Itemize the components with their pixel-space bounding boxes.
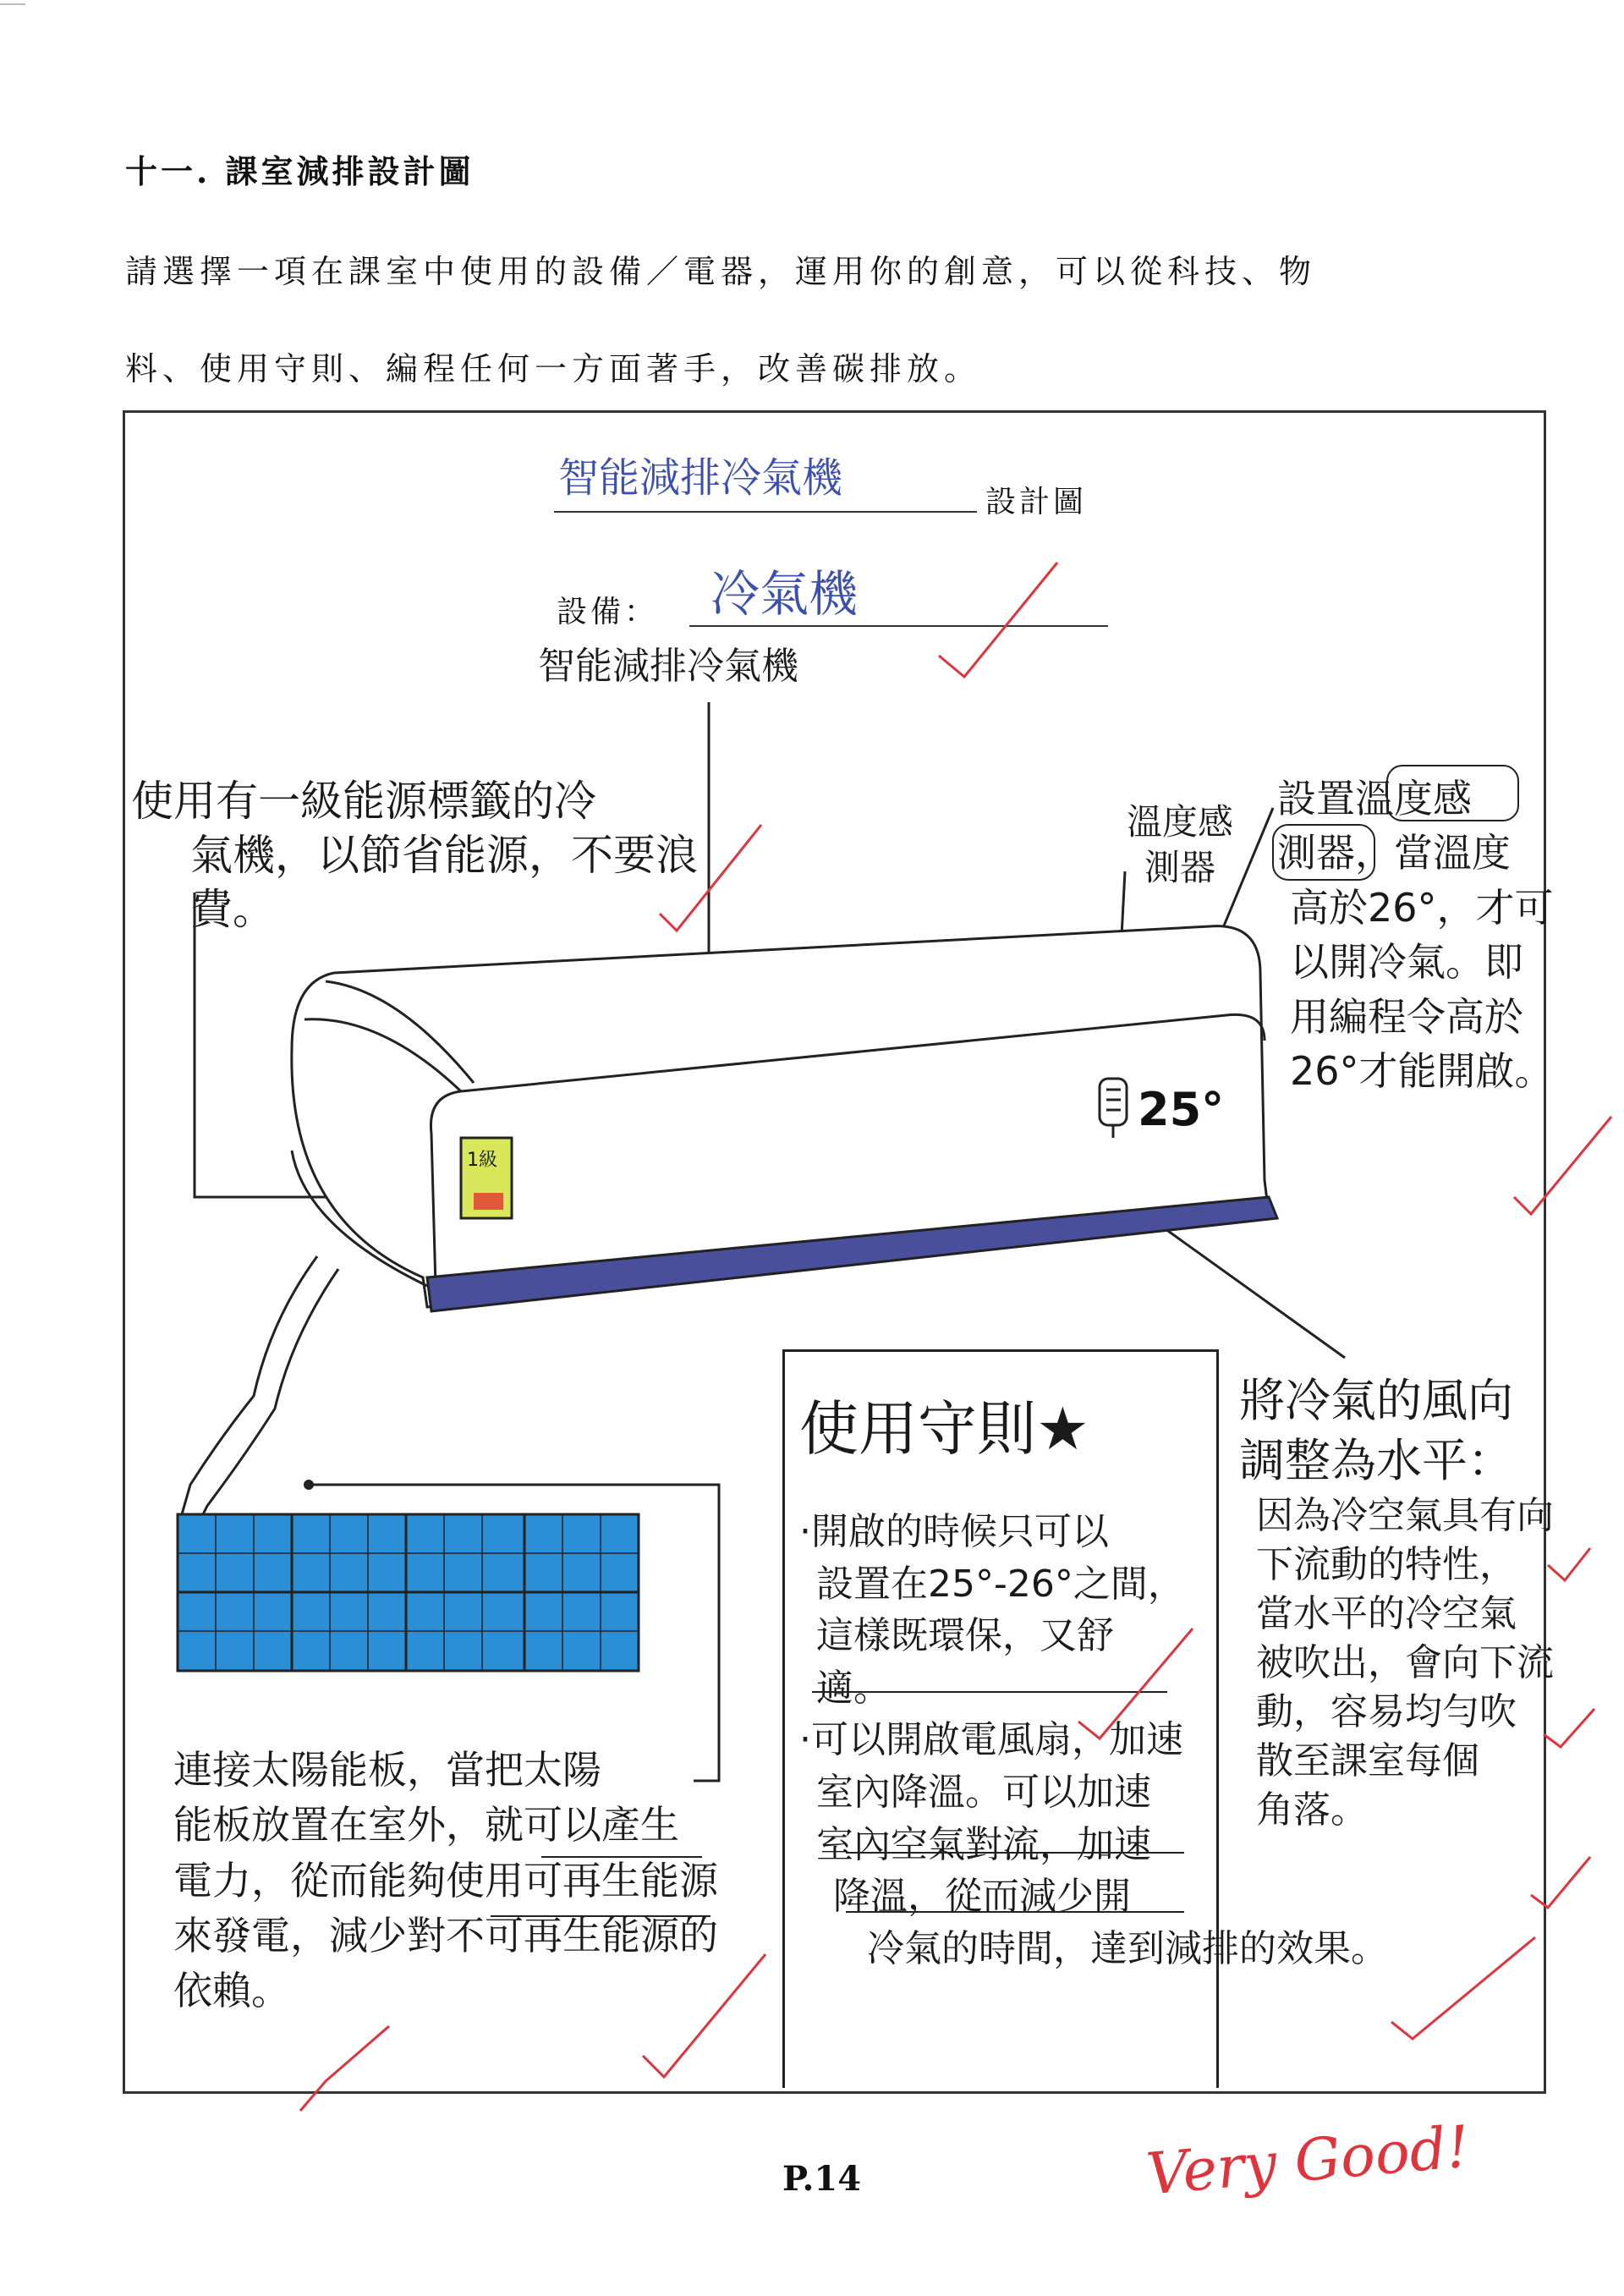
section-title: 十一. 課室減排設計圖: [125, 152, 475, 190]
sensor-tag-line-2: 測器: [1144, 846, 1216, 888]
rules-line-1: ·開啟的時候只可以: [799, 1510, 1109, 1553]
rules-line-9: 冷氣的時間，達到減排的效果。: [867, 1926, 1388, 1970]
rules-line-8: 降溫，從而減少開: [833, 1875, 1131, 1919]
air-conditioner: [292, 926, 1277, 1311]
sensor-note-line-6: 26°才能開啟。: [1290, 1047, 1554, 1094]
sensor-note-line-2: 測器，當溫度: [1277, 830, 1511, 876]
solar-note-line-4: 來發電，減少對不可再生能源的: [173, 1912, 718, 1958]
teacher-comment: Very Good!: [1144, 2113, 1473, 2209]
grading-check-marks: [300, 563, 1611, 2111]
energy-note-line-1: 使用有一級能源標籤的冷: [131, 777, 596, 826]
sensor-note-line-4: 以開冷氣。即: [1290, 939, 1523, 986]
leader-solar-dot: [304, 1480, 314, 1490]
solar-note-line-3: 電力，從而能夠使用可再生能源: [173, 1857, 718, 1903]
airflow-note-line-9: 角落。: [1256, 1788, 1368, 1832]
rules-title: 使用守則★: [799, 1394, 1089, 1464]
sensor-note-line-1: 設置溫度感: [1277, 776, 1472, 821]
sensor-word-box-2: [1273, 825, 1374, 880]
device-label: 設備：: [557, 595, 659, 629]
instruction-line-1: 請選擇一項在課室中使用的設備／電器，運用你的創意，可以從科技、物: [125, 253, 1317, 290]
sensor-word-box: [1387, 766, 1518, 821]
rules-line-3: 這樣既環保，又舒: [816, 1614, 1114, 1658]
solar-note-line-1: 連接太陽能板，當把太陽: [173, 1747, 601, 1793]
airflow-note-line-5: 當水平的冷空氣: [1256, 1591, 1517, 1635]
rules-line-4: 適。: [816, 1666, 891, 1710]
page-number: P.14: [782, 2159, 862, 2199]
rules-line-5: ·可以開啟電風扇，加速: [799, 1718, 1183, 1762]
design-title-handwritten: 智能減排冷氣機: [558, 454, 843, 502]
design-title-suffix: 設計圖: [985, 485, 1088, 519]
solar-panel: [178, 1514, 639, 1671]
rules-line-2: 設置在25°-26°之間，: [816, 1562, 1185, 1606]
energy-sticker-text: 1級: [467, 1150, 497, 1171]
sensor-note-line-5: 用編程令高於: [1290, 993, 1523, 1040]
energy-note-line-2: 氣機，以節省能源，不要浪: [190, 831, 698, 880]
solar-note-line-5: 依賴。: [173, 1968, 290, 2014]
airflow-note-line-7: 動，容易均勻吹: [1256, 1689, 1517, 1733]
solar-note-line-2: 能板放置在室外，就可以產生: [173, 1802, 679, 1848]
airflow-note-line-2: 調整為水平：: [1239, 1434, 1513, 1488]
sensor-note-line-3: 高於26°，才可: [1290, 884, 1554, 931]
device-value: 冷氣機: [710, 565, 859, 623]
leader-airflow: [1150, 1218, 1345, 1358]
temperature-display: 25°: [1138, 1083, 1225, 1136]
sensor-tag-line-1: 溫度感: [1127, 801, 1234, 843]
power-cable: [182, 1256, 317, 1514]
device-caption: 智能減排冷氣機: [538, 645, 798, 688]
airflow-note-line-8: 散至課室每個: [1256, 1738, 1479, 1782]
energy-note-line-3: 費。: [190, 885, 275, 934]
rules-line-6: 室內降溫。可以加速: [816, 1770, 1151, 1814]
airflow-note-line-6: 被吹出，會向下流: [1256, 1640, 1554, 1684]
instruction-line-2: 料、使用守則、編程任何一方面著手，改善碳排放。: [125, 350, 982, 387]
airflow-note-line-1: 將冷氣的風向: [1239, 1374, 1513, 1427]
airflow-note-line-3: 因為冷空氣具有向: [1256, 1493, 1554, 1537]
airflow-note-line-4: 下流動的特性，: [1256, 1542, 1517, 1586]
rules-line-7: 室內空氣對流，加速: [816, 1822, 1151, 1866]
